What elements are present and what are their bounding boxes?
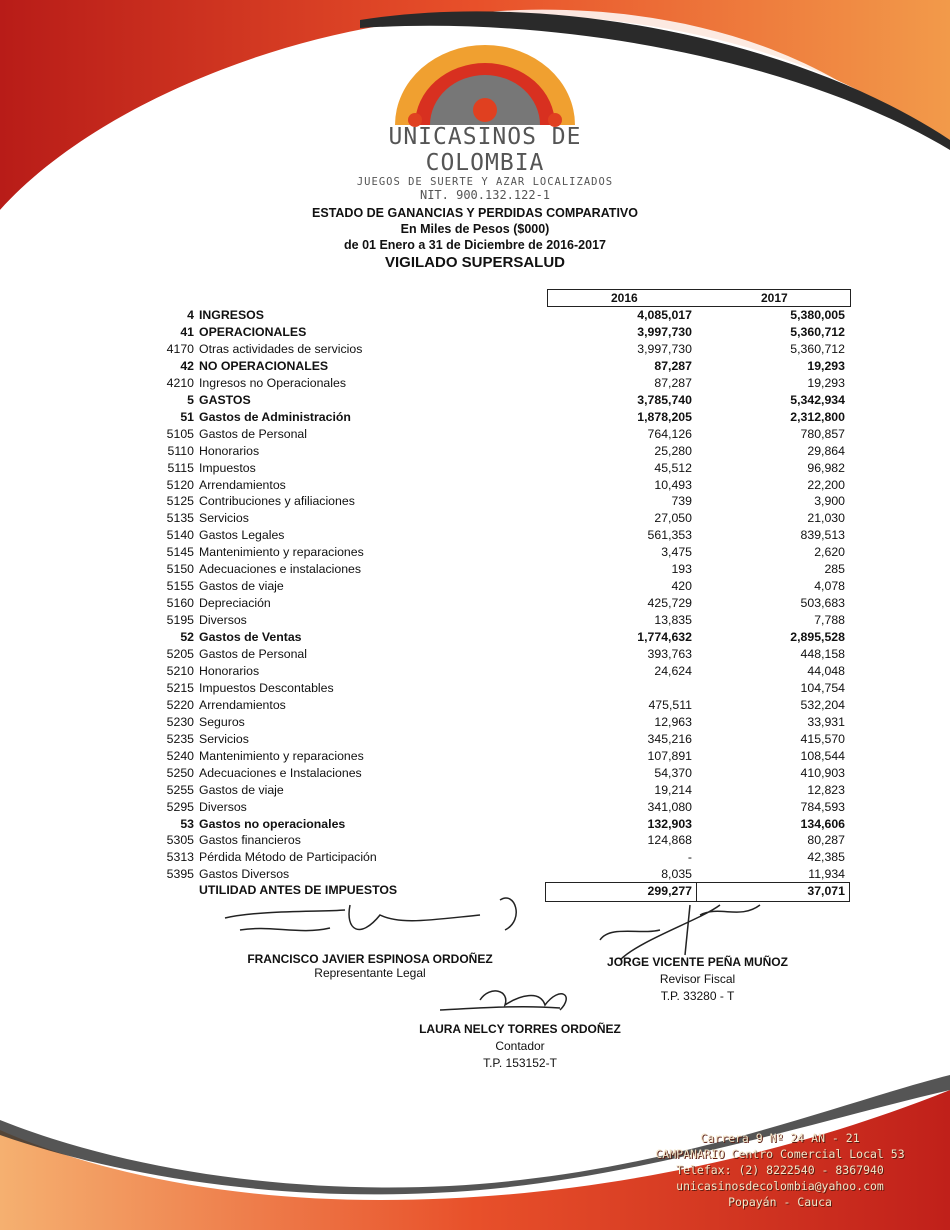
table-row	[0, 613, 950, 630]
value-2017: 5,380,005	[790, 308, 845, 322]
table-row	[0, 698, 950, 715]
value-2017: 448,158	[800, 647, 845, 661]
account-code: 5	[187, 392, 194, 407]
value-2016: 12,963	[654, 714, 692, 729]
footer-address	[640, 1130, 920, 1210]
column-header-2016: 2016	[611, 291, 638, 305]
brand-nit: NIT. 900.132.122-1	[419, 188, 551, 202]
table-row	[0, 511, 950, 528]
value-2017: 7,788	[814, 613, 845, 628]
report-title: ESTADO DE GANANCIAS Y PERDIDAS COMPARATIVO	[312, 206, 638, 220]
table-row	[0, 749, 950, 766]
account-code: 5125	[166, 494, 194, 509]
account-label: Gastos Diversos	[199, 867, 290, 882]
value-2016: 1,878,205	[637, 409, 692, 424]
account-code: 5210	[166, 663, 194, 678]
value-2016: 8,035	[661, 867, 692, 882]
account-code: 5240	[166, 748, 194, 763]
account-code: 5150	[166, 562, 194, 577]
account-label: Gastos de viaje	[199, 782, 284, 797]
account-code: 5110	[167, 443, 194, 458]
table-row	[0, 410, 950, 427]
account-code: 5255	[166, 782, 194, 797]
signature-legal-rep	[220, 952, 520, 980]
account-code: 52	[180, 630, 194, 645]
value-2016: 27,050	[654, 511, 692, 526]
value-2016: 87,287	[654, 358, 692, 373]
value-2016: 4,085,017	[637, 308, 692, 322]
account-code: 5105	[166, 426, 194, 441]
value-2017: 19,293	[807, 358, 845, 373]
table-row	[0, 461, 950, 478]
account-label: Gastos de Personal	[199, 647, 308, 661]
account-label: Honorarios	[199, 443, 260, 458]
table-row	[0, 766, 950, 783]
value-2016: 393,763	[647, 647, 692, 661]
account-code: 5395	[166, 867, 194, 882]
value-2016: 54,370	[654, 765, 692, 780]
account-label: Honorarios	[199, 663, 260, 678]
value-2017: 2,312,800	[790, 409, 845, 424]
table-row	[0, 376, 950, 393]
account-label: Adecuaciones e Instalaciones	[199, 765, 362, 780]
table-row	[0, 800, 950, 817]
account-label: Gastos de Ventas	[199, 630, 302, 645]
value-2016: 3,785,740	[637, 392, 692, 407]
value-2017: 503,683	[800, 596, 845, 611]
table-row	[0, 732, 950, 749]
value-2016: 475,511	[648, 697, 692, 712]
value-2016: 45,512	[654, 460, 692, 475]
account-code: 5313	[166, 850, 194, 865]
footer-line: unicasinosdecolombia@yahoo.com	[676, 1179, 884, 1193]
account-code: 5120	[166, 477, 194, 492]
signer-name: JORGE VICENTE PEÑA MUÑOZ	[607, 955, 788, 969]
account-label: OPERACIONALES	[199, 324, 307, 339]
value-2016: 425,729	[647, 596, 692, 611]
value-2016: 1,774,632	[637, 630, 692, 645]
account-label: Arrendamientos	[199, 697, 286, 712]
account-code: 5305	[166, 833, 194, 848]
signer-name: LAURA NELCY TORRES ORDOÑEZ	[419, 1022, 621, 1036]
table-row	[0, 647, 950, 664]
account-code: 42	[180, 358, 194, 373]
signer-tp: T.P. 33280 - T	[660, 989, 735, 1003]
account-code: 41	[180, 324, 194, 339]
account-code: 5160	[166, 596, 194, 611]
account-label: Gastos de Personal	[199, 426, 308, 441]
account-code: 5205	[166, 647, 194, 661]
value-2017: 285	[824, 562, 845, 577]
account-label: Seguros	[199, 714, 245, 729]
account-label: Ingresos no Operacionales	[199, 375, 346, 390]
account-label: Otras actividades de servicios	[199, 341, 363, 356]
signature-fiscal-auditor	[560, 955, 835, 1003]
value-2016: 3,997,730	[637, 324, 692, 339]
signer-name: FRANCISCO JAVIER ESPINOSA ORDOÑEZ	[247, 952, 493, 966]
value-2017: 410,903	[800, 765, 845, 780]
account-code: 5235	[166, 731, 194, 746]
account-label: Gastos financieros	[199, 833, 301, 848]
value-2016: 3,475	[661, 545, 692, 560]
account-label: Impuestos Descontables	[199, 680, 334, 695]
value-2017: 96,982	[807, 460, 845, 475]
total-label: UTILIDAD ANTES DE IMPUESTOS	[199, 883, 398, 897]
account-code: 5220	[166, 697, 194, 712]
value-2016: 561,353	[647, 528, 692, 543]
table-row	[0, 478, 950, 495]
account-label: Mantenimiento y reparaciones	[199, 748, 364, 763]
value-2017: 784,593	[800, 799, 845, 814]
value-2017: 5,342,934	[790, 392, 845, 407]
brand-block	[330, 124, 640, 202]
table-row	[0, 850, 950, 867]
table-row	[0, 545, 950, 562]
value-2017: 44,048	[807, 663, 845, 678]
footer-line: Popayán - Cauca	[728, 1195, 832, 1209]
value-2016: 107,891	[647, 748, 692, 763]
footer-line: CAMPANARIO Centro Comercial Local 53	[655, 1147, 905, 1161]
value-2017: 12,823	[807, 782, 845, 797]
account-code: 4	[187, 308, 194, 322]
value-2017: 532,204	[800, 697, 845, 712]
table-row	[0, 579, 950, 596]
vigilado-label: VIGILADO SUPERSALUD	[384, 254, 565, 271]
table-row	[0, 528, 950, 545]
total-box	[545, 882, 850, 902]
account-code: 5115	[167, 460, 194, 475]
account-label: Gastos de viaje	[199, 579, 284, 594]
table-row	[0, 308, 950, 325]
value-2016: 341,080	[647, 799, 692, 814]
value-2016: 13,835	[654, 613, 692, 628]
signer-tp: T.P. 153152-T	[483, 1056, 557, 1070]
account-code: 5230	[166, 714, 194, 729]
value-2016: 24,624	[654, 663, 692, 678]
value-2017: 2,620	[814, 545, 845, 560]
account-label: GASTOS	[199, 392, 251, 407]
account-label: Adecuaciones e instalaciones	[199, 562, 362, 577]
report-period: de 01 Enero a 31 de Diciembre de 2016-2017	[344, 238, 606, 252]
table-row	[0, 630, 950, 647]
account-label: Gastos de Administración	[199, 409, 351, 424]
account-code: 5215	[166, 680, 194, 695]
brand-tagline: JUEGOS DE SUERTE Y AZAR LOCALIZADOS	[356, 176, 614, 188]
table-row	[0, 562, 950, 579]
value-2017: 4,078	[814, 579, 845, 594]
value-2016: -	[687, 850, 692, 865]
value-2017: 29,864	[807, 443, 845, 458]
account-label: Pérdida Método de Participación	[199, 850, 377, 865]
value-2017: 80,287	[807, 833, 845, 848]
account-label: Contribuciones y afiliaciones	[199, 494, 355, 509]
signature-accountant	[370, 1022, 670, 1070]
account-code: 4170	[166, 341, 194, 356]
total-2017: 37,071	[807, 884, 845, 898]
table-row	[0, 494, 950, 511]
column-header-2017: 2017	[761, 291, 788, 305]
account-code: 5195	[166, 613, 194, 628]
table-row	[0, 715, 950, 732]
value-2017: 11,934	[808, 867, 845, 882]
account-label: Impuestos	[199, 460, 256, 475]
value-2017: 780,857	[800, 426, 845, 441]
account-code: 5155	[166, 579, 194, 594]
value-2017: 22,200	[807, 477, 845, 492]
table-row	[0, 393, 950, 410]
value-2016: 25,280	[654, 443, 692, 458]
account-label: Diversos	[199, 799, 247, 814]
table-row	[0, 681, 950, 698]
value-2016: 19,214	[654, 782, 692, 797]
value-2016: 739	[671, 494, 692, 509]
value-2016: 193	[671, 562, 692, 577]
account-label: Servicios	[199, 731, 249, 746]
value-2016: 345,216	[647, 731, 692, 746]
table-row	[0, 817, 950, 834]
table-row	[0, 664, 950, 681]
account-label: Depreciación	[199, 596, 271, 611]
signer-role: Contador	[495, 1039, 545, 1053]
total-2016: 299,277	[647, 884, 692, 898]
value-2017: 108,544	[800, 748, 845, 763]
brand-name: UNICASINOS DE COLOMBIA	[388, 124, 582, 176]
account-code: 4210	[166, 375, 194, 390]
value-2017: 3,900	[814, 494, 845, 509]
report-subtitle: En Miles de Pesos ($000)	[400, 222, 550, 236]
value-2017: 5,360,712	[790, 324, 845, 339]
account-label: Arrendamientos	[199, 477, 286, 492]
footer-line: Carrera 9 Nº 24 AN - 21	[700, 1131, 860, 1145]
table-row	[0, 783, 950, 800]
value-2017: 33,931	[807, 714, 845, 729]
value-2017: 5,360,712	[790, 341, 845, 356]
account-code: 5250	[166, 765, 194, 780]
table-row	[0, 444, 950, 461]
value-2016: 124,868	[647, 833, 692, 848]
signer-role: Revisor Fiscal	[659, 972, 736, 986]
account-code: 5145	[166, 545, 194, 560]
value-2016: 10,493	[654, 477, 692, 492]
value-2016: 764,126	[647, 426, 692, 441]
account-label: Gastos Legales	[199, 528, 285, 543]
value-2017: 2,895,528	[790, 630, 845, 645]
account-label: Gastos no operacionales	[199, 816, 346, 831]
value-2016: 3,997,730	[637, 341, 692, 356]
value-2017: 21,030	[807, 511, 845, 526]
value-2017: 19,293	[807, 375, 845, 390]
account-code: 5135	[166, 511, 194, 526]
value-2017: 839,513	[800, 528, 845, 543]
account-label: Servicios	[199, 511, 249, 526]
value-2016: 420	[671, 579, 692, 594]
table-row	[0, 359, 950, 376]
account-code: 51	[180, 409, 194, 424]
account-label: INGRESOS	[199, 308, 264, 322]
value-2016: 132,903	[647, 816, 692, 831]
value-2016: 87,287	[654, 375, 692, 390]
table-row	[0, 427, 950, 444]
account-label: Mantenimiento y reparaciones	[199, 545, 364, 560]
value-2017: 104,754	[800, 680, 845, 695]
table-row	[0, 325, 950, 342]
column-header-box	[547, 289, 851, 307]
unicasinos-logo	[360, 40, 610, 130]
table-row	[0, 596, 950, 613]
account-label: NO OPERACIONALES	[199, 358, 329, 373]
account-code: 5140	[166, 528, 194, 543]
value-2017: 42,385	[807, 850, 845, 865]
value-2017: 134,606	[800, 816, 845, 831]
table-row	[0, 342, 950, 359]
value-2017: 415,570	[800, 731, 845, 746]
account-code: 53	[180, 816, 194, 831]
account-code: 5295	[166, 799, 194, 814]
table-row	[0, 833, 950, 850]
footer-line: Telefax: (2) 8222540 - 8367940	[676, 1163, 884, 1177]
account-label: Diversos	[199, 613, 247, 628]
signer-role: Representante Legal	[314, 966, 426, 980]
